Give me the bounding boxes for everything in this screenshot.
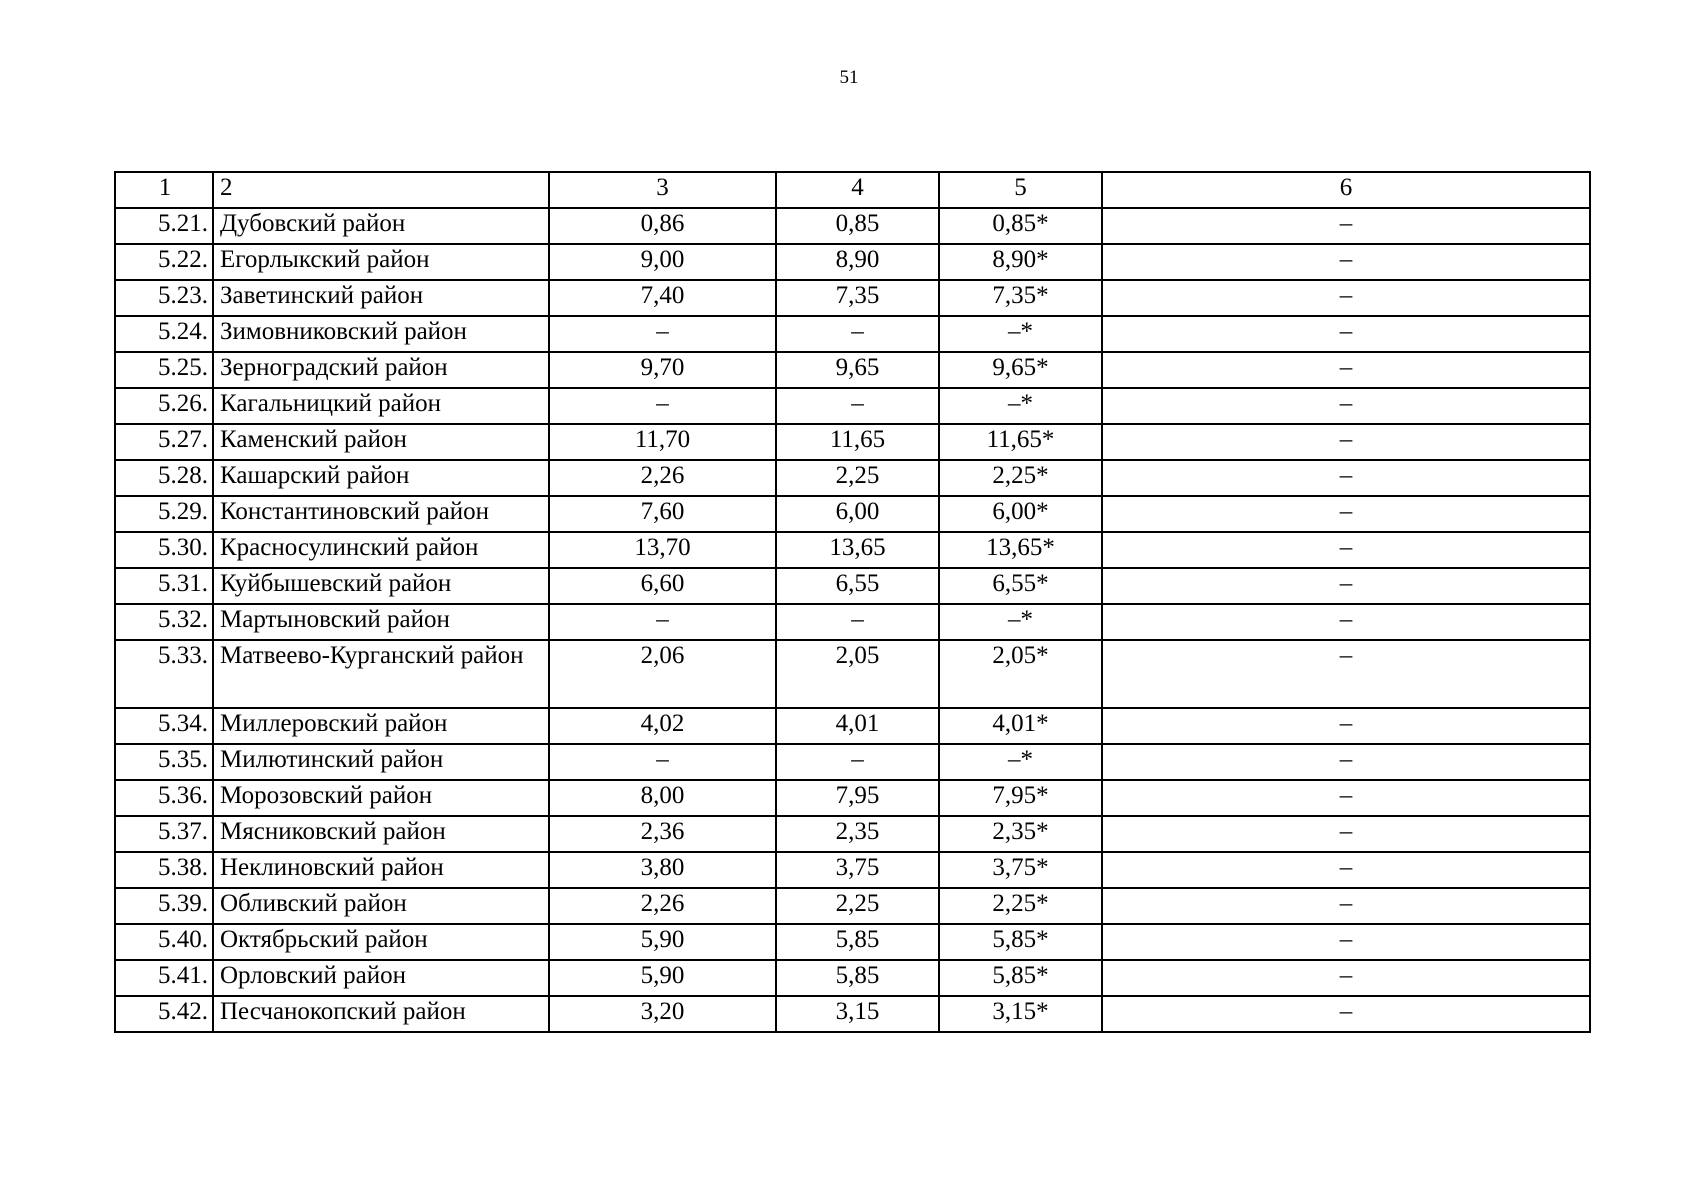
value-col6-cell: – xyxy=(1102,888,1590,924)
row-number-cell: 5.24. xyxy=(115,316,213,352)
value-col6-cell: – xyxy=(1102,460,1590,496)
district-name-cell: Морозовский район xyxy=(213,780,549,816)
value-col4-cell: 4,01 xyxy=(776,708,939,744)
value-col4-cell: 6,55 xyxy=(776,568,939,604)
district-name-cell: Мясниковский район xyxy=(213,816,549,852)
value-col4-cell: 2,25 xyxy=(776,460,939,496)
row-number-cell: 5.31. xyxy=(115,568,213,604)
value-col5-cell: 6,55* xyxy=(939,568,1102,604)
value-col3-cell: 8,00 xyxy=(549,780,776,816)
value-col6-cell: – xyxy=(1102,996,1590,1032)
value-col4-cell: 7,35 xyxy=(776,280,939,316)
row-number-cell: 5.39. xyxy=(115,888,213,924)
district-name-cell: Октябрьский район xyxy=(213,924,549,960)
value-col4-cell: 0,85 xyxy=(776,208,939,244)
table-row xyxy=(115,244,1590,280)
value-col5-cell: 7,35* xyxy=(939,280,1102,316)
table-body xyxy=(115,172,1590,1032)
table-row xyxy=(115,388,1590,424)
value-col6-cell: – xyxy=(1102,744,1590,780)
value-col4-cell: 3,75 xyxy=(776,852,939,888)
value-col4-cell: – xyxy=(776,744,939,780)
value-col5-cell: 13,65* xyxy=(939,532,1102,568)
district-name-cell: Кагальницкий район xyxy=(213,388,549,424)
value-col5-cell: –* xyxy=(939,316,1102,352)
row-number-cell: 5.34. xyxy=(115,708,213,744)
row-number-cell: 5.21. xyxy=(115,208,213,244)
value-col6-cell: – xyxy=(1102,244,1590,280)
value-col4-cell: 2,25 xyxy=(776,888,939,924)
header-cell-2: 2 xyxy=(213,172,549,208)
district-name-cell: Песчанокопский район xyxy=(213,996,549,1032)
data-table xyxy=(114,171,1591,1033)
row-number-cell: 5.40. xyxy=(115,924,213,960)
table-row xyxy=(115,852,1590,888)
value-col3-cell: 6,60 xyxy=(549,568,776,604)
value-col6-cell: – xyxy=(1102,780,1590,816)
district-name-cell: Неклиновский район xyxy=(213,852,549,888)
value-col5-cell: –* xyxy=(939,604,1102,640)
row-number-cell: 5.26. xyxy=(115,388,213,424)
value-col3-cell: 4,02 xyxy=(549,708,776,744)
table-row xyxy=(115,708,1590,744)
value-col5-cell: 2,05* xyxy=(939,640,1102,708)
value-col6-cell: – xyxy=(1102,708,1590,744)
header-cell-5: 5 xyxy=(939,172,1102,208)
district-name-cell: Куйбышевский район xyxy=(213,568,549,604)
value-col5-cell: 2,25* xyxy=(939,888,1102,924)
header-cell-3: 3 xyxy=(549,172,776,208)
table-row xyxy=(115,568,1590,604)
value-col3-cell: – xyxy=(549,604,776,640)
value-col6-cell: – xyxy=(1102,816,1590,852)
district-name-cell: Егорлыкский район xyxy=(213,244,549,280)
header-cell-1: 1 xyxy=(115,172,213,208)
table-row xyxy=(115,924,1590,960)
value-col4-cell: – xyxy=(776,604,939,640)
table-row xyxy=(115,996,1590,1032)
value-col3-cell: 2,26 xyxy=(549,888,776,924)
table-row xyxy=(115,888,1590,924)
district-name-cell: Милютинский район xyxy=(213,744,549,780)
row-number-cell: 5.32. xyxy=(115,604,213,640)
row-number-cell: 5.42. xyxy=(115,996,213,1032)
value-col3-cell: 5,90 xyxy=(549,960,776,996)
table-row xyxy=(115,280,1590,316)
value-col5-cell: 4,01* xyxy=(939,708,1102,744)
district-name-cell: Красносулинский район xyxy=(213,532,549,568)
value-col5-cell: 3,15* xyxy=(939,996,1102,1032)
value-col3-cell: 7,60 xyxy=(549,496,776,532)
value-col6-cell: – xyxy=(1102,532,1590,568)
district-name-cell: Зерноградский район xyxy=(213,352,549,388)
value-col4-cell: 5,85 xyxy=(776,924,939,960)
value-col3-cell: 2,26 xyxy=(549,460,776,496)
value-col4-cell: 7,95 xyxy=(776,780,939,816)
value-col3-cell: 2,06 xyxy=(549,640,776,708)
table-row xyxy=(115,816,1590,852)
value-col6-cell: – xyxy=(1102,208,1590,244)
value-col6-cell: – xyxy=(1102,280,1590,316)
value-col3-cell: 2,36 xyxy=(549,816,776,852)
value-col5-cell: –* xyxy=(939,388,1102,424)
value-col5-cell: 8,90* xyxy=(939,244,1102,280)
value-col4-cell: – xyxy=(776,316,939,352)
row-number-cell: 5.33. xyxy=(115,640,213,708)
table-row xyxy=(115,208,1590,244)
table-row xyxy=(115,604,1590,640)
table-row xyxy=(115,960,1590,996)
value-col3-cell: 0,86 xyxy=(549,208,776,244)
value-col4-cell: 5,85 xyxy=(776,960,939,996)
row-number-cell: 5.41. xyxy=(115,960,213,996)
value-col6-cell: – xyxy=(1102,568,1590,604)
value-col5-cell: 2,35* xyxy=(939,816,1102,852)
value-col4-cell: 2,05 xyxy=(776,640,939,708)
district-name-cell: Кашарский район xyxy=(213,460,549,496)
value-col5-cell: 0,85* xyxy=(939,208,1102,244)
district-name-cell: Миллеровский район xyxy=(213,708,549,744)
district-name-cell: Матвеево-Курганский район xyxy=(213,640,549,708)
value-col3-cell: 13,70 xyxy=(549,532,776,568)
value-col4-cell: – xyxy=(776,388,939,424)
table-row xyxy=(115,460,1590,496)
district-name-cell: Обливский район xyxy=(213,888,549,924)
value-col6-cell: – xyxy=(1102,604,1590,640)
district-name-cell: Мартыновский район xyxy=(213,604,549,640)
table-row xyxy=(115,640,1590,708)
row-number-cell: 5.28. xyxy=(115,460,213,496)
value-col6-cell: – xyxy=(1102,924,1590,960)
table-row xyxy=(115,532,1590,568)
row-number-cell: 5.30. xyxy=(115,532,213,568)
table-row xyxy=(115,744,1590,780)
value-col5-cell: 5,85* xyxy=(939,960,1102,996)
district-name-cell: Константиновский район xyxy=(213,496,549,532)
value-col5-cell: 2,25* xyxy=(939,460,1102,496)
row-number-cell: 5.35. xyxy=(115,744,213,780)
value-col4-cell: 8,90 xyxy=(776,244,939,280)
value-col3-cell: 5,90 xyxy=(549,924,776,960)
value-col3-cell: 3,20 xyxy=(549,996,776,1032)
header-cell-6: 6 xyxy=(1102,172,1590,208)
value-col6-cell: – xyxy=(1102,424,1590,460)
value-col6-cell: – xyxy=(1102,388,1590,424)
row-number-cell: 5.22. xyxy=(115,244,213,280)
value-col3-cell: 9,70 xyxy=(549,352,776,388)
row-number-cell: 5.37. xyxy=(115,816,213,852)
row-number-cell: 5.25. xyxy=(115,352,213,388)
value-col4-cell: 2,35 xyxy=(776,816,939,852)
table-header-row xyxy=(115,172,1590,208)
value-col6-cell: – xyxy=(1102,316,1590,352)
header-cell-4: 4 xyxy=(776,172,939,208)
district-name-cell: Зимовниковский район xyxy=(213,316,549,352)
row-number-cell: 5.38. xyxy=(115,852,213,888)
value-col5-cell: 11,65* xyxy=(939,424,1102,460)
value-col6-cell: – xyxy=(1102,960,1590,996)
value-col3-cell: – xyxy=(549,316,776,352)
value-col4-cell: 3,15 xyxy=(776,996,939,1032)
value-col4-cell: 6,00 xyxy=(776,496,939,532)
row-number-cell: 5.36. xyxy=(115,780,213,816)
value-col5-cell: 5,85* xyxy=(939,924,1102,960)
table-row xyxy=(115,316,1590,352)
row-number-cell: 5.29. xyxy=(115,496,213,532)
value-col6-cell: – xyxy=(1102,852,1590,888)
table-row xyxy=(115,780,1590,816)
table-row xyxy=(115,424,1590,460)
row-number-cell: 5.23. xyxy=(115,280,213,316)
district-name-cell: Орловский район xyxy=(213,960,549,996)
value-col5-cell: 6,00* xyxy=(939,496,1102,532)
value-col4-cell: 11,65 xyxy=(776,424,939,460)
row-number-cell: 5.27. xyxy=(115,424,213,460)
value-col6-cell: – xyxy=(1102,496,1590,532)
value-col3-cell: 3,80 xyxy=(549,852,776,888)
district-name-cell: Дубовский район xyxy=(213,208,549,244)
value-col4-cell: 13,65 xyxy=(776,532,939,568)
value-col3-cell: 9,00 xyxy=(549,244,776,280)
page-number: 51 xyxy=(839,67,859,88)
table-row xyxy=(115,352,1590,388)
value-col3-cell: – xyxy=(549,744,776,780)
value-col6-cell: – xyxy=(1102,352,1590,388)
value-col3-cell: 11,70 xyxy=(549,424,776,460)
value-col5-cell: 3,75* xyxy=(939,852,1102,888)
value-col5-cell: 9,65* xyxy=(939,352,1102,388)
value-col3-cell: 7,40 xyxy=(549,280,776,316)
table-row xyxy=(115,496,1590,532)
value-col5-cell: –* xyxy=(939,744,1102,780)
value-col5-cell: 7,95* xyxy=(939,780,1102,816)
district-name-cell: Заветинский район xyxy=(213,280,549,316)
value-col6-cell: – xyxy=(1102,640,1590,708)
value-col4-cell: 9,65 xyxy=(776,352,939,388)
value-col3-cell: – xyxy=(549,388,776,424)
district-name-cell: Каменский район xyxy=(213,424,549,460)
